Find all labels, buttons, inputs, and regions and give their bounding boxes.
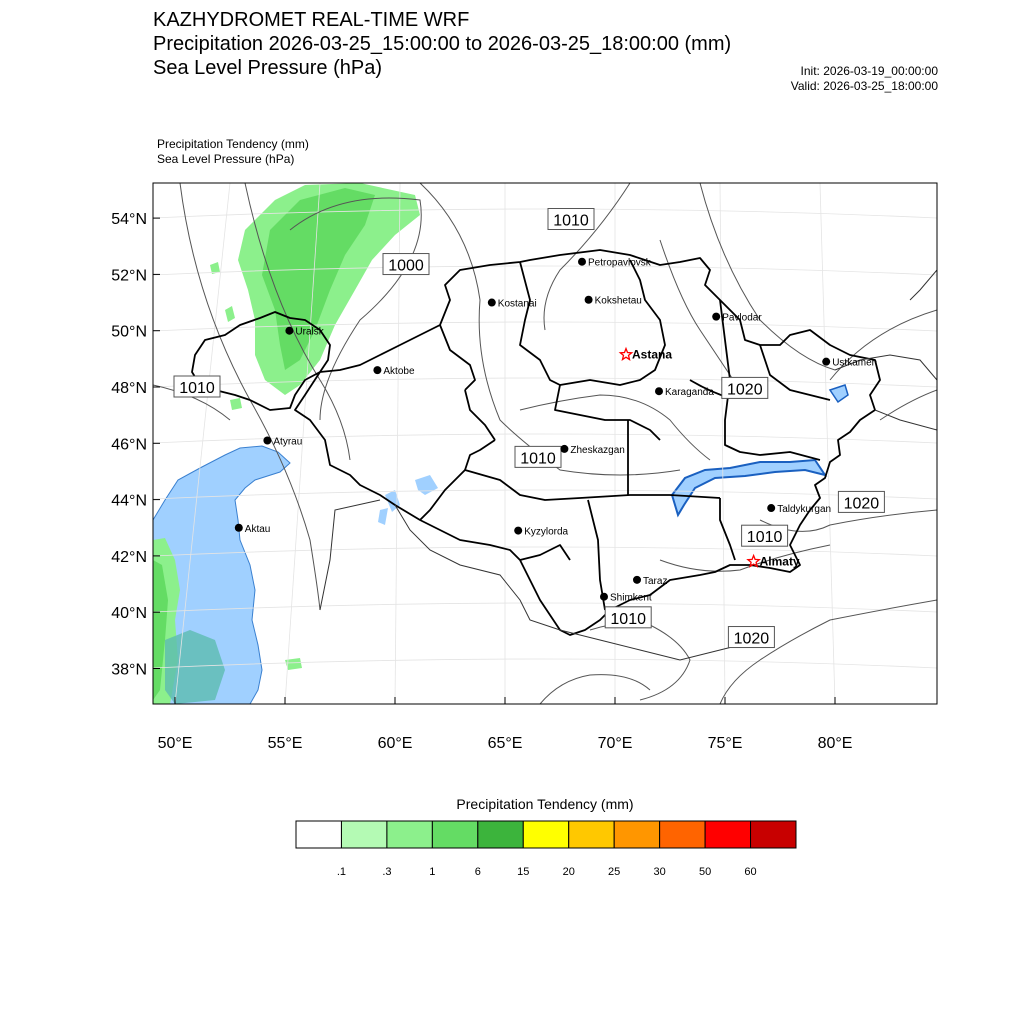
city-label: Aktobe <box>383 366 415 378</box>
city-label: Shimkent <box>610 592 652 604</box>
lat-tick-label: 40°N <box>111 605 147 623</box>
city-dot-icon <box>285 327 293 335</box>
city-label: Zheskazgan <box>570 444 625 456</box>
city-label: Atyrau <box>273 436 303 448</box>
colorbar-label: 20 <box>562 866 575 878</box>
isobar-label: 1010 <box>520 450 556 468</box>
city-dot-icon <box>488 299 496 307</box>
city-dot-icon <box>514 527 522 535</box>
city-label: Pavlodar <box>722 312 762 324</box>
colorbar-swatch <box>751 821 796 848</box>
city-label: Almaty <box>759 554 800 569</box>
colorbar-label: 1 <box>429 866 436 878</box>
lon-tick-label: 50°E <box>157 735 193 752</box>
colorbar-swatch <box>296 821 341 848</box>
isobar-label: 1000 <box>388 257 424 275</box>
lat-tick-label: 46°N <box>111 436 147 454</box>
kapchagay-reservoir <box>830 385 848 402</box>
map-subtitle-precip: Precipitation Tendency (mm) <box>157 137 309 151</box>
colorbar-label: 15 <box>517 866 530 878</box>
city-label: Aktau <box>244 523 271 535</box>
lon-tick-label: 65°E <box>487 735 523 752</box>
lon-axis <box>158 697 853 752</box>
city-label: Kyzylorda <box>524 526 569 538</box>
isobar-label: 1010 <box>746 529 783 547</box>
lat-tick-label: 44°N <box>111 492 147 510</box>
field-title-secondary: Sea Level Pressure (hPa) <box>153 57 383 79</box>
lon-tick-label: 75°E <box>707 735 743 752</box>
colorbar-label: .1 <box>336 866 347 878</box>
lat-tick-label: 48°N <box>111 380 147 397</box>
city-dot-icon <box>633 576 641 584</box>
colorbar-label: 60 <box>744 866 757 878</box>
isobar-label: 1010 <box>553 212 589 230</box>
lat-tick-label: 52°N <box>111 267 147 285</box>
colorbar-swatch <box>569 821 614 848</box>
isobar-label: 1020 <box>727 381 763 399</box>
isobar-label: 1010 <box>610 610 646 628</box>
lon-tick-label: 55°E <box>267 735 303 752</box>
isobar-label: 1010 <box>179 380 215 397</box>
isobar-label: 1020 <box>733 630 770 648</box>
map-subtitle-slp: Sea Level Pressure (hPa) <box>157 152 295 166</box>
city-dot-icon <box>235 524 243 532</box>
city-dot-icon <box>585 296 593 304</box>
lon-tick-label: 70°E <box>597 735 633 752</box>
colorbar-swatch <box>660 821 705 848</box>
city-dot-icon <box>560 445 568 453</box>
lat-tick-label: 42°N <box>111 548 147 566</box>
capital-star-icon <box>620 349 631 360</box>
colorbar-swatch <box>523 821 568 848</box>
org-title: KAZHYDROMET REAL-TIME WRF <box>153 9 470 31</box>
colorbar-label: 6 <box>474 866 481 878</box>
colorbar-swatch <box>387 821 432 848</box>
city-dot-icon <box>655 387 663 395</box>
city-label: Taldykurgan <box>777 504 832 516</box>
colorbar-swatch <box>341 821 386 848</box>
lat-tick-label: 54°N <box>111 211 147 229</box>
city-dot-icon <box>822 358 830 366</box>
city-label: Uralsk <box>295 326 324 338</box>
city-dot-icon <box>767 504 775 512</box>
city-label: Kokshetau <box>594 295 642 307</box>
city-label: Kostanai <box>497 298 537 310</box>
city-dot-icon <box>600 593 608 601</box>
colorbar-swatch <box>478 821 523 848</box>
lon-tick-label: 60°E <box>377 735 413 752</box>
city-label: Karaganda <box>665 387 714 399</box>
valid-time: Valid: 2026-03-25_18:00:00 <box>790 79 938 93</box>
city-dot-icon <box>263 436 271 444</box>
city-dot-icon <box>373 366 381 374</box>
colorbar-title: Precipitation Tendency (mm) <box>456 796 634 812</box>
colorbar-label: 25 <box>608 866 621 878</box>
map-content <box>153 183 937 704</box>
lat-tick-label: 50°N <box>111 323 147 341</box>
city-dot-icon <box>578 258 586 266</box>
city-label: Taraz <box>643 575 668 587</box>
colorbar-label: .3 <box>382 866 392 878</box>
lat-tick-label: 38°N <box>111 661 147 679</box>
colorbar-label: 30 <box>653 866 666 878</box>
colorbar-swatch <box>614 821 659 848</box>
field-title: Precipitation 2026-03-25_15:00:00 to 2026-03-25_18:00:00 (mm) <box>153 33 732 55</box>
isobar-label: 1020 <box>843 495 880 513</box>
init-time: Init: 2026-03-19_00:00:00 <box>800 64 938 78</box>
city-label: Astana <box>632 347 673 362</box>
city-label: Petropavlovsk <box>588 257 651 269</box>
city-label: Ustkamen <box>832 357 878 369</box>
lon-tick-label: 80°E <box>817 735 853 752</box>
colorbar-swatch <box>705 821 750 848</box>
colorbar <box>295 820 797 850</box>
colorbar-swatch <box>432 821 477 848</box>
colorbar-label: 50 <box>698 866 712 878</box>
city-dot-icon <box>712 313 720 321</box>
